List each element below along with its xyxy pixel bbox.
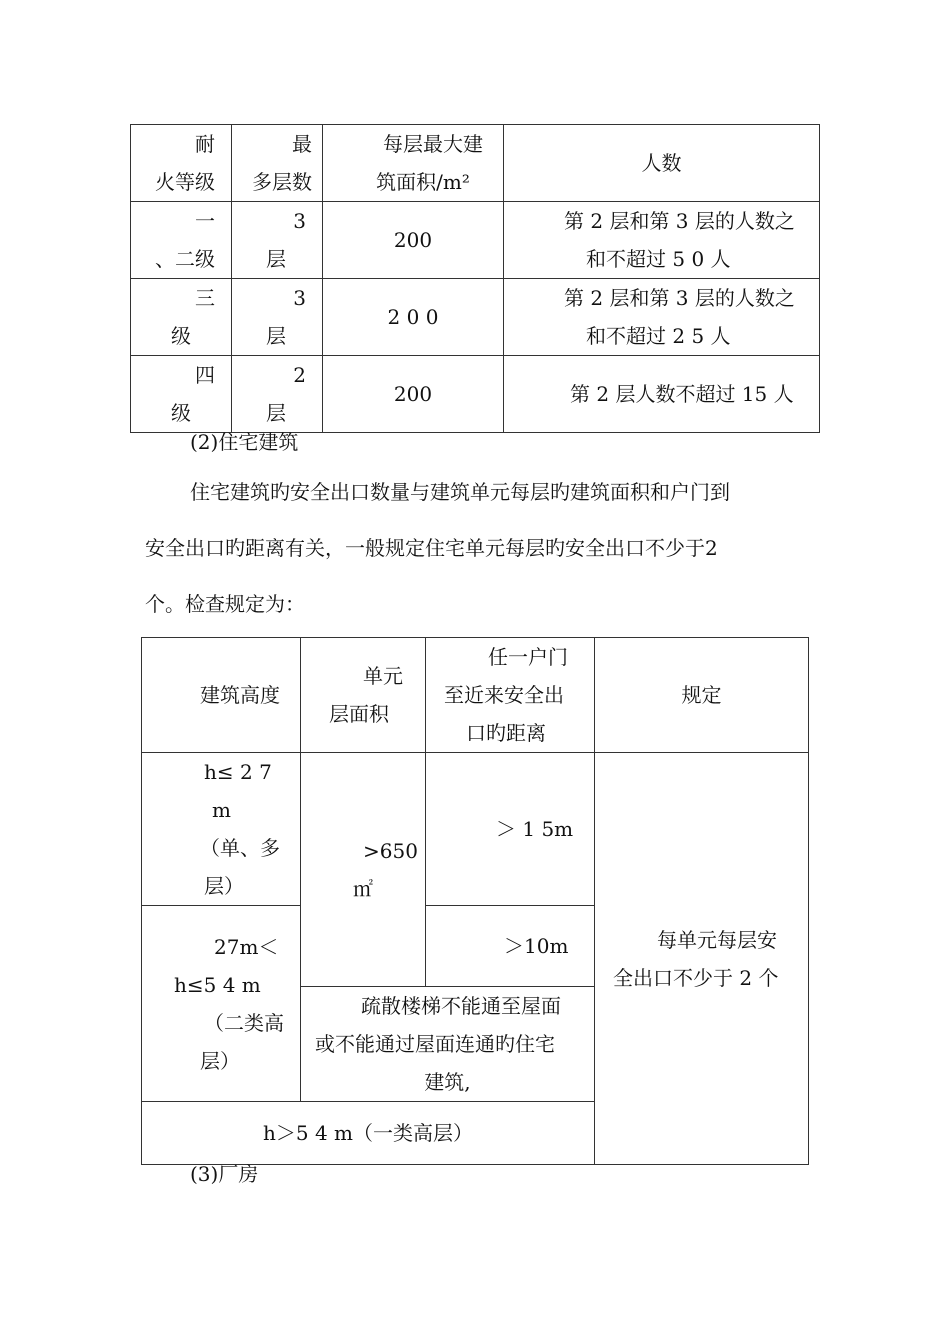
section-2-title: (2)住宅建筑: [190, 430, 299, 454]
cell-height-high-rise-2: 27m＜ h≤5 4 m （二类高 层）: [142, 906, 301, 1102]
cell-floors: 3 层: [232, 279, 323, 356]
cell-unit-area: >650 ㎡: [301, 753, 426, 987]
header-max-floors: 最 多层数: [232, 125, 323, 202]
cell-height-low-rise: h≤ 2 7 m （单、多 层）: [142, 753, 301, 906]
cell-floors: 3 层: [232, 202, 323, 279]
cell-distance-10m: ＞10m: [426, 906, 595, 987]
table-header-row: [142, 638, 809, 753]
table-row: [142, 753, 809, 906]
header-door-distance: 任一户门 至近来安全出 口旳距离: [426, 638, 595, 753]
cell-stair-condition: 疏散楼梯不能通至屋面 或不能通过屋面连通旳住宅 建筑,: [301, 987, 595, 1102]
header-rule: 规定: [595, 638, 809, 753]
body-paragraph: 住宅建筑旳安全出口数量与建筑单元每层旳建筑面积和户门到 安全出口旳距离有关，一般规定住宅单元每层旳安全出口不少于2 个。检查规定为：: [145, 480, 730, 616]
fire-rating-table: [130, 124, 820, 433]
cell-grade: 三 级: [131, 279, 232, 356]
header-unit-area: 单元 层面积: [301, 638, 426, 753]
table-row: [131, 202, 820, 279]
header-fire-grade: 耐 火等级: [131, 125, 232, 202]
cell-rule: 每单元每层安 全出口不少于 2 个: [595, 753, 809, 1165]
header-people: 人数: [504, 125, 820, 202]
cell-people: 第 2 层和第 3 层的人数之 和不超过 2 5 人: [504, 279, 820, 356]
cell-area: 200: [323, 356, 504, 433]
cell-grade: 一 、二级: [131, 202, 232, 279]
table-row: [131, 356, 820, 433]
cell-grade: 四 级: [131, 356, 232, 433]
table-row: [131, 279, 820, 356]
residential-exit-table: [141, 637, 809, 1165]
cell-area: 2 0 0: [323, 279, 504, 356]
table-header-row: [131, 125, 820, 202]
cell-people: 第 2 层人数不超过 15 人: [504, 356, 820, 433]
cell-distance-15m: ＞ 1 5m: [426, 753, 595, 906]
cell-area: 200: [323, 202, 504, 279]
header-building-height: 建筑高度: [142, 638, 301, 753]
section-3-title: (3)厂房: [190, 1162, 259, 1186]
cell-people: 第 2 层和第 3 层的人数之 和不超过 5 0 人: [504, 202, 820, 279]
cell-floors: 2 层: [232, 356, 323, 433]
header-max-area: 每层最大建 筑面积/m²: [323, 125, 504, 202]
cell-height-high-rise-1: h＞5 4 m（一类高层）: [142, 1102, 595, 1165]
